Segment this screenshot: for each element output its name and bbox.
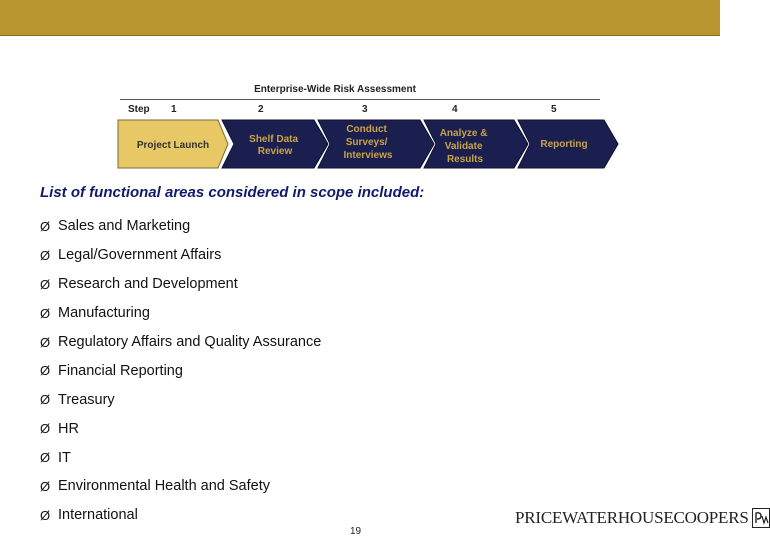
title-divider [120, 99, 600, 100]
step-number-4: 4 [452, 104, 458, 115]
page-number: 19 [350, 526, 362, 537]
list-item: Ø Financial Reporting [40, 362, 183, 379]
step-number-5: 5 [551, 104, 557, 115]
list-item: Ø Sales and Marketing [40, 218, 191, 235]
arrow-bullet-icon: Ø [40, 334, 51, 350]
arrow-bullet-icon: Ø [40, 507, 51, 523]
step-number-3: 3 [362, 104, 368, 115]
chevron-4-label: Analyze & Validate Results [439, 128, 488, 165]
arrow-bullet-icon: Ø [40, 276, 51, 292]
arrow-bullet-icon: Ø [40, 363, 51, 379]
list-item: Ø Environmental Health and Safety [40, 478, 270, 495]
step-label: Step [128, 104, 150, 115]
arrow-bullet-icon: Ø [40, 450, 51, 466]
header-bar [0, 0, 720, 36]
chevron-3-label: Conduct Surveys/ Interviews [343, 124, 393, 161]
process-title: Enterprise-Wide Risk Assessment [254, 84, 416, 95]
process-chevrons [118, 120, 618, 170]
chevron-5-label: Reporting [540, 139, 588, 150]
arrow-bullet-icon: Ø [40, 218, 51, 234]
chevron-2-label: Shelf Data Review [249, 134, 299, 157]
step-number-2: 2 [258, 104, 264, 115]
list-item: Ø International [40, 507, 138, 524]
arrow-bullet-icon: Ø [40, 305, 51, 321]
chevron-1-label: Project Launch [136, 140, 210, 151]
list-item: Ø Treasury [40, 391, 115, 408]
list-item: Ø HR [40, 420, 79, 437]
functional-areas-list [40, 212, 321, 530]
list-item: Ø Regulatory Affairs and Quality Assurance [40, 334, 322, 350]
arrow-bullet-icon: Ø [40, 392, 51, 408]
arrow-bullet-icon: Ø [40, 421, 51, 437]
company-logo [515, 508, 770, 528]
logo-wordmark: PRICEWATERHOUSECOOPERS [515, 508, 749, 527]
step-number-1: 1 [171, 104, 177, 115]
list-item: Ø Legal/Government Affairs [40, 247, 222, 264]
arrow-bullet-icon: Ø [40, 247, 51, 263]
list-item: Ø IT [40, 449, 71, 466]
list-title: List of functional areas considered in scope included: [40, 184, 425, 201]
arrow-bullet-icon: Ø [40, 478, 51, 494]
list-item: Ø Research and Development [40, 276, 238, 293]
pwc-monogram-icon [752, 508, 770, 528]
list-item: Ø Manufacturing [40, 305, 150, 322]
